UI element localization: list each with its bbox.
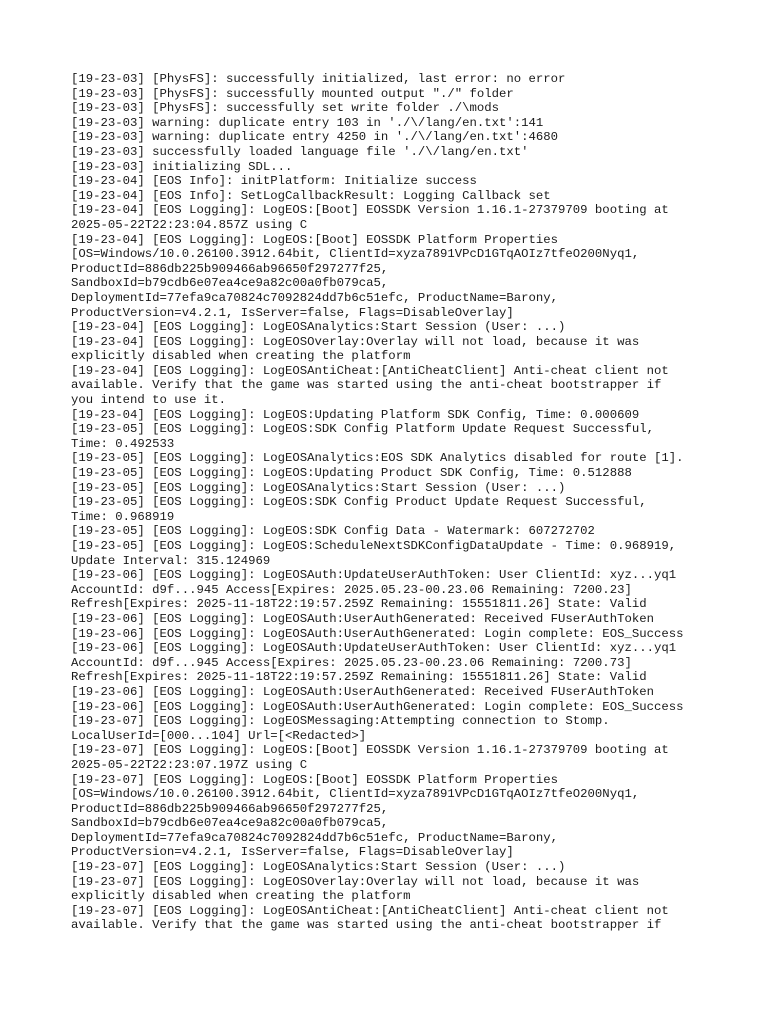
log-line: [19-23-03] initializing SDL...: [71, 159, 293, 174]
log-line: [19-23-04] [EOS Logging]: LogEOS:Updating Platform SDK Config, Time: 0.000609: [71, 407, 640, 422]
log-line: Time: 0.492533: [71, 436, 175, 451]
log-line: ProductId=886db225b909466ab96650f297277f25,: [71, 801, 389, 816]
log-line: [19-23-05] [EOS Logging]: LogEOS:ScheduleNextSDKConfigDataUpdate - Time: 0.968919,: [71, 539, 677, 553]
log-line: SandboxId=b79cdb6e07ea4ce9a82c00a0fb079ca5,: [71, 276, 389, 291]
log-line: [OS=Windows/10.0.26100.3912.64bit, ClientId=xyza7891VPcD1GTqAOIz7tfeO200Nyq1,: [71, 247, 640, 262]
log-line: [19-23-07] [EOS Logging]: LogEOSOverlay:Overlay will not load, because it was: [71, 874, 640, 889]
log-line: explicitly disabled when creating the platform: [71, 889, 411, 904]
log-line: SandboxId=b79cdb6e07ea4ce9a82c00a0fb079ca5,: [71, 816, 389, 831]
log-line: available. Verify that the game was started using the anti-cheat bootstrapper if: [71, 378, 662, 393]
log-line: [19-23-05] [EOS Logging]: LogEOS:SDK Config Data - Watermark: 607272702: [71, 524, 595, 539]
log-line: [19-23-05] [EOS Logging]: LogEOS:Updating Product SDK Config, Time: 0.512888: [71, 466, 632, 481]
log-line: [19-23-07] [EOS Logging]: LogEOSMessaging:Attempting connection to Stomp.: [71, 714, 610, 729]
log-line: [19-23-05] [EOS Logging]: LogEOS:SDK Config Platform Update Request Successful,: [71, 422, 654, 437]
log-line: [19-23-05] [EOS Logging]: LogEOSAnalytics:EOS SDK Analytics disabled for route [1].: [71, 451, 684, 466]
log-line: [19-23-03] [PhysFS]: successfully initialized, last error: no error: [71, 72, 566, 86]
log-line: [19-23-03] [PhysFS]: successfully mounted output "./" folder: [71, 86, 514, 101]
log-line: [19-23-04] [EOS Logging]: LogEOSAntiCheat:[AntiCheatClient] Anti-cheat client not: [71, 363, 669, 378]
log-line: ProductVersion=v4.2.1, IsServer=false, Flags=DisableOverlay]: [71, 305, 514, 320]
log-line: AccountId: d9f...945 Access[Expires: 2025.05.23-00.23.06 Remaining: 7200.73]: [71, 655, 632, 670]
log-line: AccountId: d9f...945 Access[Expires: 2025.05.23-00.23.06 Remaining: 7200.23]: [71, 582, 632, 597]
log-line: [19-23-04] [EOS Logging]: LogEOSAnalytics:Start Session (User: ...): [71, 320, 566, 335]
log-line: [19-23-06] [EOS Logging]: LogEOSAuth:UserAuthGenerated: Login complete: EOS_Success: [71, 626, 684, 641]
log-line: Refresh[Expires: 2025-11-18T22:19:57.259Z Remaining: 15551811.26] State: Valid: [71, 670, 647, 685]
log-line: [19-23-06] [EOS Logging]: LogEOSAuth:UserAuthGenerated: Received FUserAuthToken: [71, 684, 654, 699]
log-line: [19-23-04] [EOS Logging]: LogEOS:[Boot] EOSSDK Platform Properties: [71, 232, 559, 247]
log-line: [OS=Windows/10.0.26100.3912.64bit, ClientId=xyza7891VPcD1GTqAOIz7tfeO200Nyq1,: [71, 787, 640, 802]
log-line: Refresh[Expires: 2025-11-18T22:19:57.259Z Remaining: 15551811.26] State: Valid: [71, 597, 647, 612]
log-line: [19-23-06] [EOS Logging]: LogEOSAuth:UserAuthGenerated: Login complete: EOS_Success: [71, 699, 684, 714]
log-line: available. Verify that the game was started using the anti-cheat bootstrapper if: [71, 918, 662, 933]
log-line: ProductVersion=v4.2.1, IsServer=false, Flags=DisableOverlay]: [71, 845, 514, 860]
log-line: [19-23-04] [EOS Logging]: LogEOSOverlay:Overlay will not load, because it was: [71, 334, 640, 349]
log-line: [19-23-04] [EOS Info]: initPlatform: Initialize success: [71, 174, 477, 189]
log-line: 2025-05-22T22:23:04.857Z using C: [71, 217, 308, 232]
log-line: [19-23-04] [EOS Logging]: LogEOS:[Boot] EOSSDK Version 1.16.1-27379709 booting at: [71, 203, 669, 218]
log-line: [19-23-03] successfully loaded language file './\/lang/en.txt': [71, 144, 529, 159]
log-line: [19-23-06] [EOS Logging]: LogEOSAuth:UpdateUserAuthToken: User ClientId: xyz...yq1: [71, 641, 677, 656]
log-text: [71, 72, 731, 933]
log-line: ProductId=886db225b909466ab96650f297277f25,: [71, 261, 389, 276]
log-line: [19-23-03] [PhysFS]: successfully set write folder ./\mods: [71, 101, 500, 116]
log-line: [19-23-03] warning: duplicate entry 4250 in './\/lang/en.txt':4680: [71, 130, 559, 145]
log-line: [19-23-07] [EOS Logging]: LogEOS:[Boot] EOSSDK Version 1.16.1-27379709 booting at: [71, 743, 669, 758]
log-line: [19-23-03] warning: duplicate entry 103 in './\/lang/en.txt':141: [71, 115, 544, 130]
log-line: you intend to use it.: [71, 393, 226, 408]
log-line: 2025-05-22T22:23:07.197Z using C: [71, 757, 308, 772]
log-line: [19-23-06] [EOS Logging]: LogEOSAuth:UpdateUserAuthToken: User ClientId: xyz...yq1: [71, 568, 677, 583]
log-line: explicitly disabled when creating the platform: [71, 349, 411, 364]
log-line: Time: 0.968919: [71, 509, 175, 524]
log-line: [19-23-07] [EOS Logging]: LogEOSAntiCheat:[AntiCheatClient] Anti-cheat client not: [71, 903, 669, 918]
log-line: [19-23-05] [EOS Logging]: LogEOSAnalytics:Start Session (User: ...): [71, 480, 566, 495]
log-line: [19-23-04] [EOS Info]: SetLogCallbackResult: Logging Callback set: [71, 188, 551, 203]
log-line: [19-23-05] [EOS Logging]: LogEOS:SDK Config Product Update Request Successful,: [71, 495, 647, 510]
log-line: DeploymentId=77efa9ca70824c7092824dd7b6c51efc, ProductName=Barony,: [71, 830, 559, 845]
log-line: DeploymentId=77efa9ca70824c7092824dd7b6c51efc, ProductName=Barony,: [71, 290, 559, 305]
log-line: Update Interval: 315.124969: [71, 553, 271, 568]
log-line: [19-23-07] [EOS Logging]: LogEOSAnalytics:Start Session (User: ...): [71, 860, 566, 875]
log-line: [19-23-07] [EOS Logging]: LogEOS:[Boot] EOSSDK Platform Properties: [71, 772, 559, 787]
log-line: [19-23-06] [EOS Logging]: LogEOSAuth:UserAuthGenerated: Received FUserAuthToken: [71, 611, 654, 626]
log-line: LocalUserId=[000...104] Url=[<Redacted>]: [71, 728, 367, 743]
